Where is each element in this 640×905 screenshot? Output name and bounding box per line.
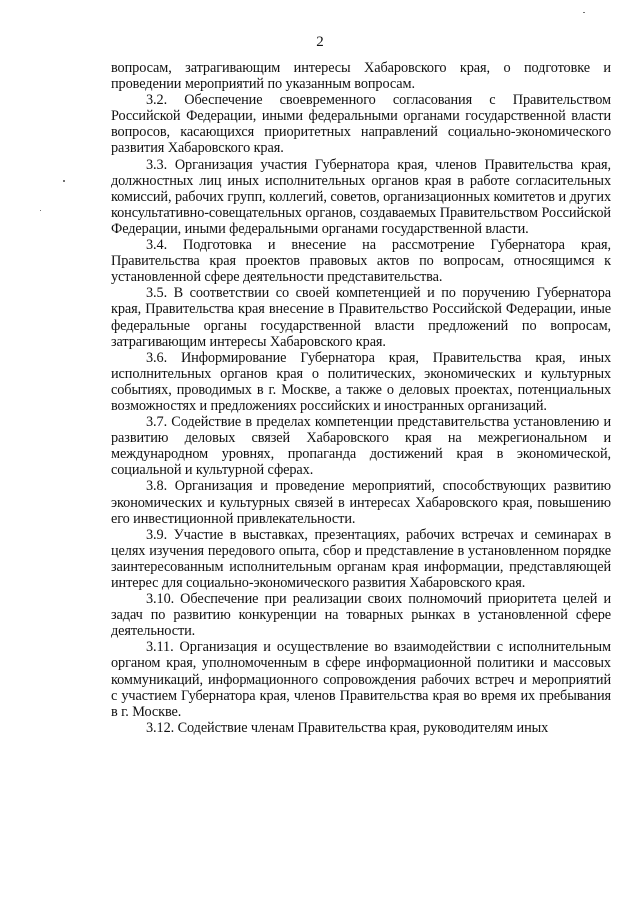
page-number: 2 [316,34,324,50]
document-body [111,60,611,736]
paragraph-3-9: 3.9. Участие в выставках, презентациях, рабочих встречах и семинарах в целях изучения передового опыта, сбор и представление в установленном порядке заинтересованным исполнительным органам края информации, представляющей интерес для социально-экономического развития Хабаровского края. [111,526,611,591]
paragraph-3-4: 3.4. Подготовка и внесение на рассмотрение Губернатора края, Правительства края проектов правовых актов по вопросам, относящимся к установленной сфере деятельности представительства. [111,237,611,286]
scan-speck [40,210,41,211]
paragraph-3-10: 3.10. Обеспечение при реализации своих полномочий приоритета целей и задач по развитию конкуренции на товарных рынках в установленной сфере деятельности. [111,591,611,640]
scan-speck [63,180,65,182]
paragraph-3-6: 3.6. Информирование Губернатора края, Правительства края, иных исполнительных органов края о политических, экономических и культурных событиях, проводимых в г. Москве, а также о деловых проектах, потенциальных возможностях и предложениях российских и иностранных организаций. [111,349,611,414]
paragraph-3-8: 3.8. Организация и проведение мероприятий, способствующих развитию экономических и культурных связей в интересах Хабаровского края, повышению его инвестиционной привлекательности. [111,478,611,527]
paragraph-3-3: 3.3. Организация участия Губернатора края, членов Правительства края, должностных лиц иных исполнительных органов края в работе согласительных комиссий, рабочих групп, коллегий, советов, организационных комитетов и других консультативно-совещательных органов, создаваемых Правительством Российской Федерации, иными федеральными органами государственной власти. [111,156,611,237]
paragraph-3-12: 3.12. Содействие членам Правительства края, руководителям иных [146,719,549,736]
scan-speck [583,12,585,13]
paragraph-3-5: 3.5. В соответствии со своей компетенцией и по поручению Губернатора края, Правительства края внесение в Правительство Российской Федерации, иные федеральные органы государственной власти предложений по вопросам, затрагивающим интересы Хабаровского края. [111,285,611,350]
paragraph-3-2: 3.2. Обеспечение своевременного согласования с Правительством Российской Федерации, иными федеральными органами государственной власти вопросов, касающихся приоритетных направлений социально-экономического развития Хабаровского края. [111,92,611,157]
paragraph-3-7: 3.7. Содействие в пределах компетенции представительства установлению и развитию деловых связей Хабаровского края на межрегиональном и международном уровнях, пропаганда достижений края в экономической, социальной и культурной сферах. [111,414,611,479]
paragraph-3-11: 3.11. Организация и осуществление во взаимодействии с исполнительным органом края, уполномоченным в сфере информационной политики и массовых коммуникаций, информационного сопровождения рабочих встреч и мероприятий с участием Губернатора края, членов Правительства края во время их пребывания в г. Москве. [111,639,611,720]
paragraph-continuation: вопросам, затрагивающим интересы Хабаровского края, о подготовке и проведении мероприятий по указанным вопросам. [111,60,611,93]
